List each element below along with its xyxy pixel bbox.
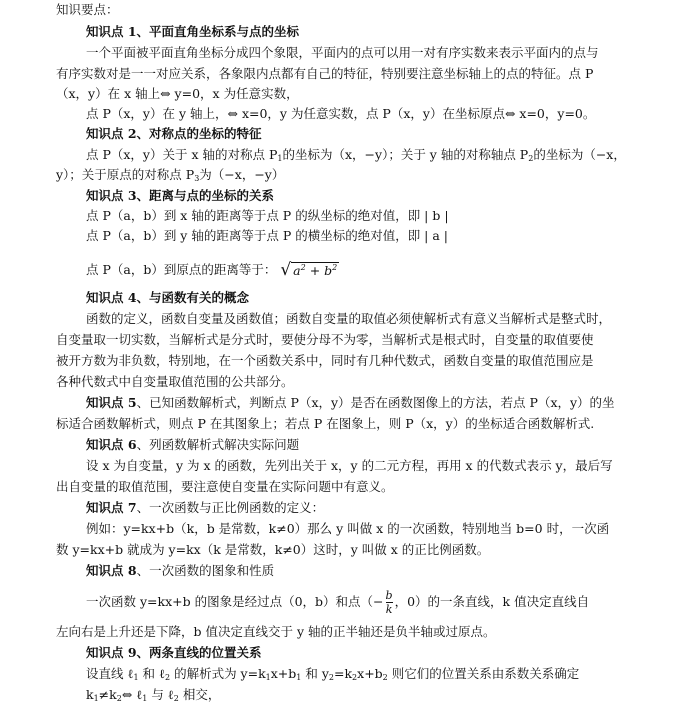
k6-paragraph-line: 出自变量的取值范围，要注意使自变量在实际问题中有意义。: [56, 479, 394, 494]
k9-title: 知识点 9、两条直线的位置关系: [86, 645, 262, 660]
k5-title: 知识点 5: [86, 395, 137, 410]
k3-paragraph-line: 点 P（a，b）到 y 轴的距离等于点 P 的横坐标的绝对值，即 | a |: [86, 228, 449, 243]
k4-paragraph-line: 函数的定义，函数自变量及函数值；函数自变量的取值必须使解析式有意义当解析式是整式时，: [86, 311, 612, 326]
section-header: 知识要点：: [56, 2, 119, 17]
sqrt-formula: √ $a^2 + b^2$: [280, 260, 338, 280]
k5-paragraph-line: 标适合函数解析式，则点 P 在其图象上；若点 P 在图象上，则 P（x，y）的坐标适合函数解析式.: [56, 416, 595, 431]
k6-title: 知识点 6: [86, 437, 137, 452]
k9-paragraph-line: 设直线 ℓ$_1$ 和 ℓ$_2$ 的解析式为 $y=k_1x+b_1$ 和 $y_2=k_2x+b_2$ 则它们的位置关系由系数关系确定: [86, 666, 580, 682]
k8-paragraph-line: 一次函数 y=kx+b 的图象是经过点（0，b）和点（− $\frac{b}{k}$ ，0）的一条直线，k 值决定直线自: [86, 589, 590, 616]
k8-paragraph-line: 左向右是上升还是下降，b 值决定直线交于 y 轴的正半轴还是负半轴或过原点。: [56, 624, 496, 639]
k2-paragraph-line: 点 P（x，y）关于 x 轴的对称点 $P_1$的坐标为（x，−y）；关于 y 轴的对称轴点 $P_2$的坐标为（−x，: [86, 147, 626, 163]
k1-title: 知识点 1、平面直角坐标系与点的坐标: [86, 24, 300, 39]
k2-title: 知识点 2、对称点的坐标的特征: [86, 126, 262, 141]
k3-paragraph-line: 点 P（a，b）到 x 轴的距离等于点 P 的纵坐标的绝对值，即 | b |: [86, 208, 449, 223]
k6-paragraph-line: 设 x 为自变量，y 为 x 的函数，先列出关于 x，y 的二元方程，再用 x 的代数式表示 y，最后写: [86, 458, 613, 473]
k9-paragraph-line: $k_1\ne k_2\Leftrightarrow$ ℓ$_1$ 与 ℓ$_2$ 相交，: [86, 687, 221, 703]
k7-title-line: 知识点 7、一次函数与正比例函数的定义：: [86, 500, 325, 515]
k4-paragraph-line: 自变量取一切实数，当解析式是分式时，要使分母不为零，当解析式是根式时，自变量的取值要使: [56, 332, 594, 347]
k6-title-line: 知识点 6、列函数解析式解决实际问题: [86, 437, 300, 452]
k4-paragraph-line: 各种代数式中自变量取值范围的公共部分。: [56, 374, 294, 389]
k8-title: 知识点 8: [86, 563, 137, 578]
k3-title: 知识点 3、距离与点的坐标的关系: [86, 188, 275, 203]
k7-title: 知识点 7: [86, 500, 137, 515]
fraction-b-over-k: $\frac{b}{k}$: [385, 589, 393, 616]
k8-title-line: 知识点 8、一次函数的图象和性质: [86, 563, 275, 578]
k1-paragraph-line: 有序实数对是一一对应关系，各象限内点都有自己的特征，特别要注意坐标轴上的点的特征。点 P: [56, 66, 594, 81]
k3-distance-line: 点 P（a，b）到原点的距离等于： √ $a^2 + b^2$: [86, 258, 339, 283]
k1-paragraph-line: （x，y）在 x 轴上⇔ y=0，x 为任意实数，: [56, 86, 299, 101]
k2-paragraph-line: y）；关于原点的对称点 $P_3$为（−x，−y）: [56, 167, 285, 183]
k1-paragraph-line: 点 P（x，y）在 y 轴上，⇔ x=0，y 为任意实数，点 P（x，y）在坐标原点⇔ x=0，y=0。: [86, 106, 596, 121]
k4-title: 知识点 4、与函数有关的概念: [86, 290, 250, 305]
k5-paragraph-line: 知识点 5、已知函数解析式，判断点 P（x，y）是否在函数图像上的方法，若点 P（x，y）的坐: [86, 395, 615, 410]
k7-paragraph-line: 例如：y=kx+b（k，b 是常数，k≠0）那么 y 叫做 x 的一次函数，特别地当 b=0 时，一次函: [86, 521, 610, 536]
k7-paragraph-line: 数 y=kx+b 就成为 y=kx（k 是常数，k≠0）这时，y 叫做 x 的正比例函数。: [56, 542, 490, 557]
k4-paragraph-line: 被开方数为非负数，特别地，在一个函数关系中，同时有几种代数式，函数自变量的取值范围应是: [56, 353, 594, 368]
k1-paragraph-line: 一个平面被平面直角坐标分成四个象限，平面内的点可以用一对有序实数来表示平面内的点与: [86, 45, 599, 60]
